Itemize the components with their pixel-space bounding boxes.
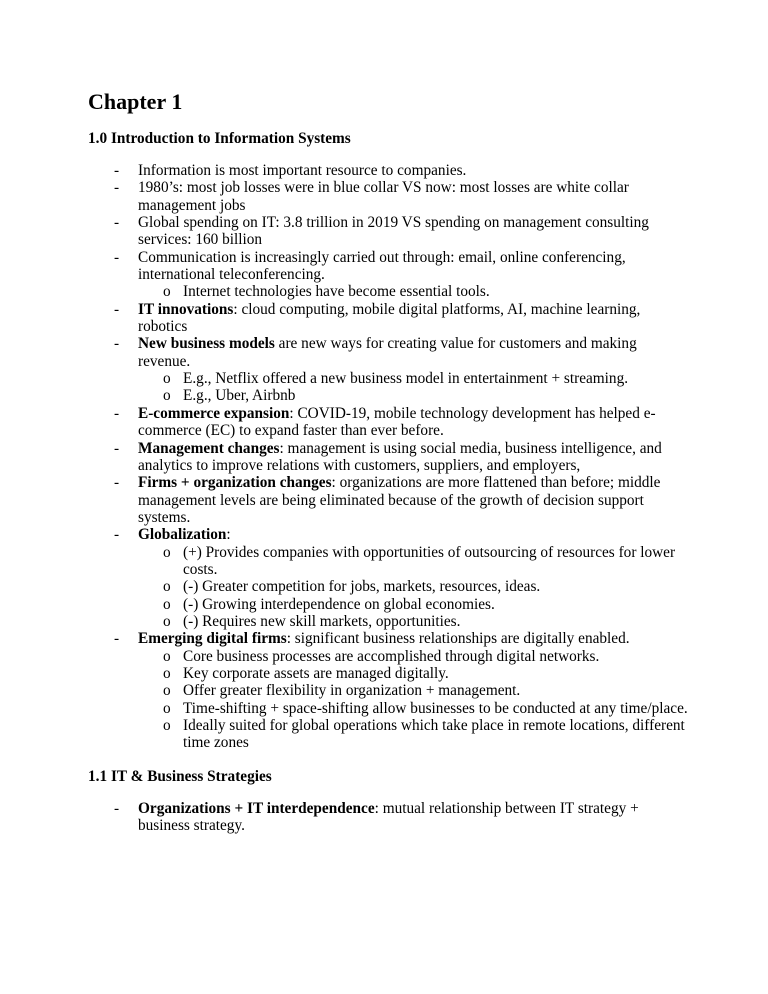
sub-bullet-list — [138, 370, 686, 405]
circle-bullet-icon: o — [163, 595, 171, 613]
circle-bullet-icon: o — [163, 370, 171, 388]
item-text: Global spending on IT: 3.8 trillion in 2019 VS spending on management consulting services: 160 billion — [138, 214, 649, 249]
sub-bullet-list — [138, 544, 686, 631]
sub-list-item — [138, 717, 688, 752]
sub-list-item — [138, 648, 688, 665]
document-page — [88, 88, 688, 850]
list-item — [88, 214, 686, 249]
dash-bullet-icon: - — [114, 474, 120, 492]
circle-bullet-icon: o — [163, 387, 171, 405]
dash-bullet-icon: - — [114, 799, 120, 817]
circle-bullet-icon: o — [163, 647, 171, 665]
item-text: 1980’s: most job losses were in blue collar VS now: most losses are white collar management jobs — [138, 179, 629, 214]
item-term: E-commerce expansion — [138, 404, 290, 422]
item-text: Communication is increasingly carried out through: email, online conferencing, international teleconferencing. — [138, 248, 626, 284]
list-item — [88, 301, 686, 336]
list-item — [88, 526, 686, 630]
item-text: : COVID-19, mobile technology development has helped e-commerce (EC) to expand faster than ever before. — [138, 404, 656, 440]
item-text: : management is using social media, business intelligence, and analytics to improve relations with customers, suppliers, and employers, — [138, 439, 662, 474]
sub-list-item — [138, 370, 688, 387]
sub-list-item — [138, 387, 688, 404]
sub-item-text: (-) Requires new skill markets, opportunities. — [183, 612, 461, 630]
sub-list-item — [138, 700, 688, 717]
sub-list-item — [138, 613, 688, 630]
list-item — [88, 162, 686, 179]
item-term: Firms + organization changes — [138, 474, 332, 492]
circle-bullet-icon: o — [163, 543, 171, 561]
sub-item-text: (-) Greater competition for jobs, markets, resources, ideas. — [183, 578, 541, 596]
item-text: : organizations are more flattened than before; middle management levels are being eliminated because of the growth of decision support systems. — [138, 474, 661, 526]
circle-bullet-icon: o — [163, 283, 171, 301]
list-item — [88, 335, 686, 404]
circle-bullet-icon: o — [163, 717, 171, 734]
circle-bullet-icon: o — [163, 664, 171, 682]
dash-bullet-icon: - — [114, 162, 120, 179]
sub-item-text: E.g., Netflix offered a new business model in entertainment + streaming. — [183, 370, 629, 388]
circle-bullet-icon: o — [163, 682, 171, 700]
sub-list-item — [138, 283, 688, 300]
dash-bullet-icon: - — [114, 300, 120, 318]
sub-item-text: Offer greater flexibility in organization + management. — [183, 682, 521, 700]
sub-list-item — [138, 578, 688, 595]
dash-bullet-icon: - — [114, 526, 120, 544]
item-term: Emerging digital firms — [138, 630, 287, 648]
sections — [88, 130, 688, 834]
item-term: IT innovations — [138, 300, 234, 318]
sub-bullet-list — [138, 283, 686, 300]
sub-list-item — [138, 682, 688, 699]
sub-list-item — [138, 596, 688, 613]
section-heading: 1.1 IT & Business Strategies — [88, 767, 272, 785]
item-term: Organizations + IT interdependence — [138, 799, 375, 817]
item-text: Information is most important resource to companies. — [138, 162, 467, 179]
sub-item-text: Key corporate assets are managed digitally. — [183, 664, 449, 682]
item-text: : — [226, 526, 231, 544]
dash-bullet-icon: - — [114, 335, 120, 353]
sub-item-text: Core business processes are accomplished through digital networks. — [183, 647, 600, 665]
list-item — [88, 179, 686, 214]
sub-list-item — [138, 544, 688, 579]
sub-item-text: (+) Provides companies with opportunities of outsourcing of resources for lower costs. — [183, 543, 676, 578]
chapter-title: Chapter 1 — [88, 89, 183, 114]
item-text: : cloud computing, mobile digital platforms, AI, machine learning, robotics — [138, 300, 641, 336]
bullet-list — [88, 800, 688, 835]
sub-item-text: Time-shifting + space-shifting allow businesses to be conducted at any time/place. — [183, 699, 688, 717]
list-item — [88, 440, 686, 475]
list-item — [88, 800, 686, 835]
list-item — [88, 405, 686, 440]
sub-item-text: Internet technologies have become essential tools. — [183, 283, 490, 301]
sub-list-item — [138, 665, 688, 682]
dash-bullet-icon: - — [114, 630, 120, 648]
sub-bullet-list — [138, 648, 686, 752]
bullet-list — [88, 162, 688, 752]
item-text: : mutual relationship between IT strategy + business strategy. — [138, 799, 639, 835]
item-text: : significant business relationships are digitally enabled. — [286, 630, 630, 648]
circle-bullet-icon: o — [163, 699, 171, 717]
circle-bullet-icon: o — [163, 612, 171, 630]
dash-bullet-icon: - — [114, 179, 120, 197]
item-term: Globalization — [138, 526, 227, 544]
section-heading: 1.0 Introduction to Information Systems — [88, 130, 351, 147]
list-item — [88, 249, 686, 301]
dash-bullet-icon: - — [114, 439, 120, 457]
list-item — [88, 630, 686, 751]
sub-item-text: (-) Growing interdependence on global economies. — [183, 595, 495, 613]
item-term: Management changes — [138, 439, 280, 457]
item-term: New business models — [138, 335, 275, 353]
list-item — [88, 474, 686, 526]
circle-bullet-icon: o — [163, 578, 171, 596]
sub-item-text: Ideally suited for global operations which take place in remote locations, different time zones — [183, 717, 685, 752]
dash-bullet-icon: - — [114, 214, 120, 232]
dash-bullet-icon: - — [114, 404, 120, 422]
sub-item-text: E.g., Uber, Airbnb — [183, 387, 296, 405]
dash-bullet-icon: - — [114, 248, 120, 266]
item-text: are new ways for creating value for customers and making revenue. — [138, 335, 637, 370]
